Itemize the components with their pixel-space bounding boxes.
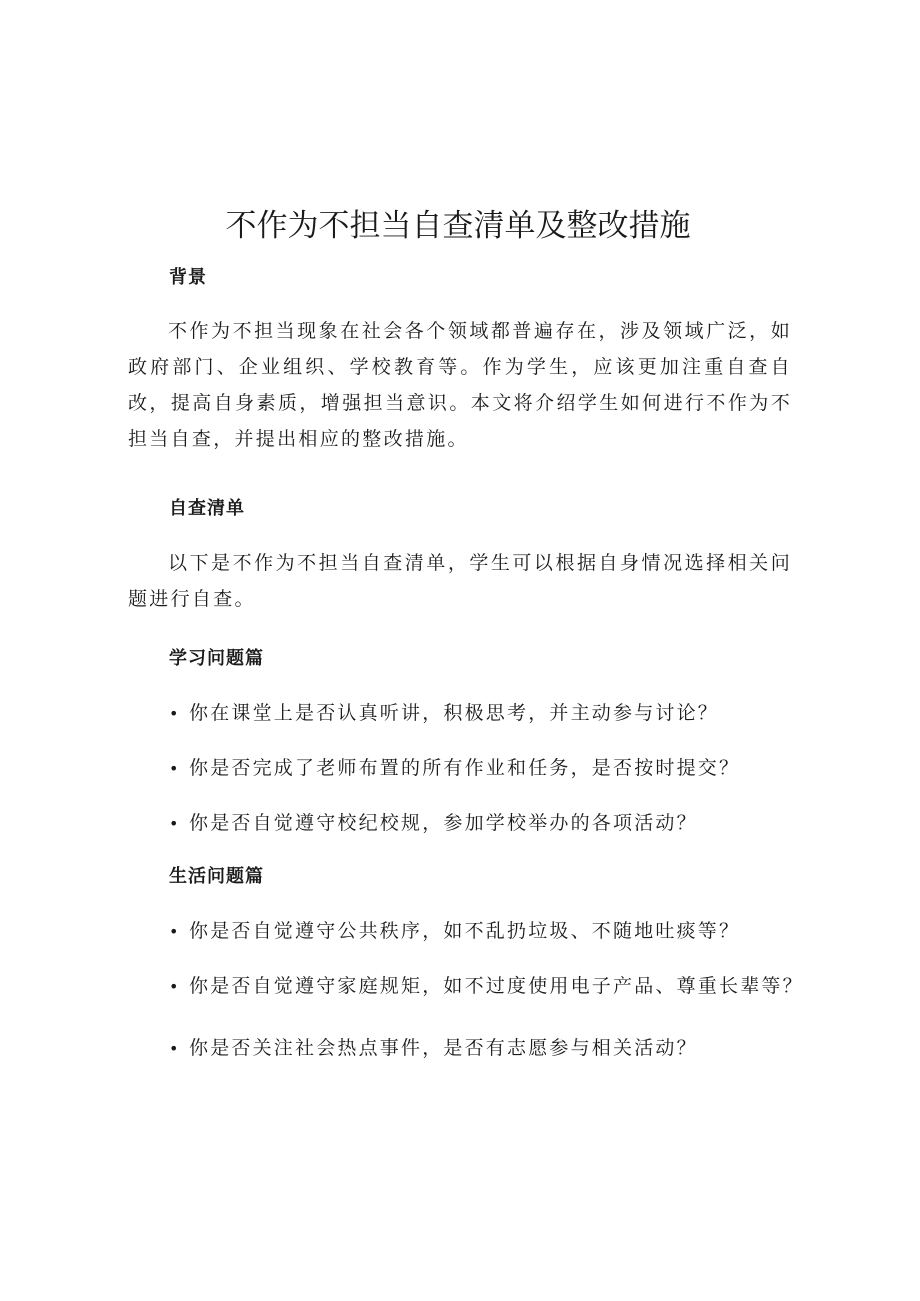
background-paragraph: 不作为不担当现象在社会各个领域都普遍存在，涉及领域广泛，如政府部门、企业组织、学校教育等。作为学生，应该更加注重自查自改，提高自身素质，增强担当意识。本文将介绍学生如何进行不作为不担当自查，并提出相应的整改措施。	[128, 320, 792, 450]
bullet-icon: •	[169, 922, 179, 941]
section-heading-background: 背景	[169, 267, 207, 288]
list-item	[169, 754, 740, 783]
list-item-text: 你是否自觉遵守校纪校规，参加学校举办的各项活动？	[189, 812, 698, 834]
list-item-text: 你是否自觉遵守公共秩序，如不乱扔垃圾、不随地吐痰等？	[189, 920, 741, 942]
list-item	[169, 809, 698, 838]
list-item-text: 你是否完成了老师布置的所有作业和任务，是否按时提交？	[189, 757, 741, 779]
bullet-icon: •	[169, 1039, 179, 1058]
list-item	[169, 917, 740, 946]
bullet-icon: •	[169, 704, 179, 723]
bullet-icon: •	[169, 759, 179, 778]
list-item-text: 你是否关注社会热点事件，是否有志愿参与相关活动？	[189, 1037, 698, 1059]
list-item	[169, 699, 719, 728]
list-item	[169, 1034, 698, 1063]
list-item-text: 你在课堂上是否认真听讲，积极思考，并主动参与讨论？	[189, 702, 720, 724]
bullet-icon: •	[169, 977, 179, 996]
checklist-paragraph: 以下是不作为不担当自查清单，学生可以根据自身情况选择相关问题进行自查。	[128, 552, 792, 610]
section-heading-study: 学习问题篇	[169, 648, 264, 669]
bullet-icon: •	[169, 814, 179, 833]
section-heading-checklist: 自查清单	[169, 498, 245, 519]
section-heading-life: 生活问题篇	[169, 866, 264, 887]
document-title: 不作为不担当自查清单及整改措施	[225, 208, 691, 244]
list-item	[169, 972, 804, 1001]
list-item-text: 你是否自觉遵守家庭规矩，如不过度使用电子产品、尊重长辈等？	[189, 975, 804, 997]
